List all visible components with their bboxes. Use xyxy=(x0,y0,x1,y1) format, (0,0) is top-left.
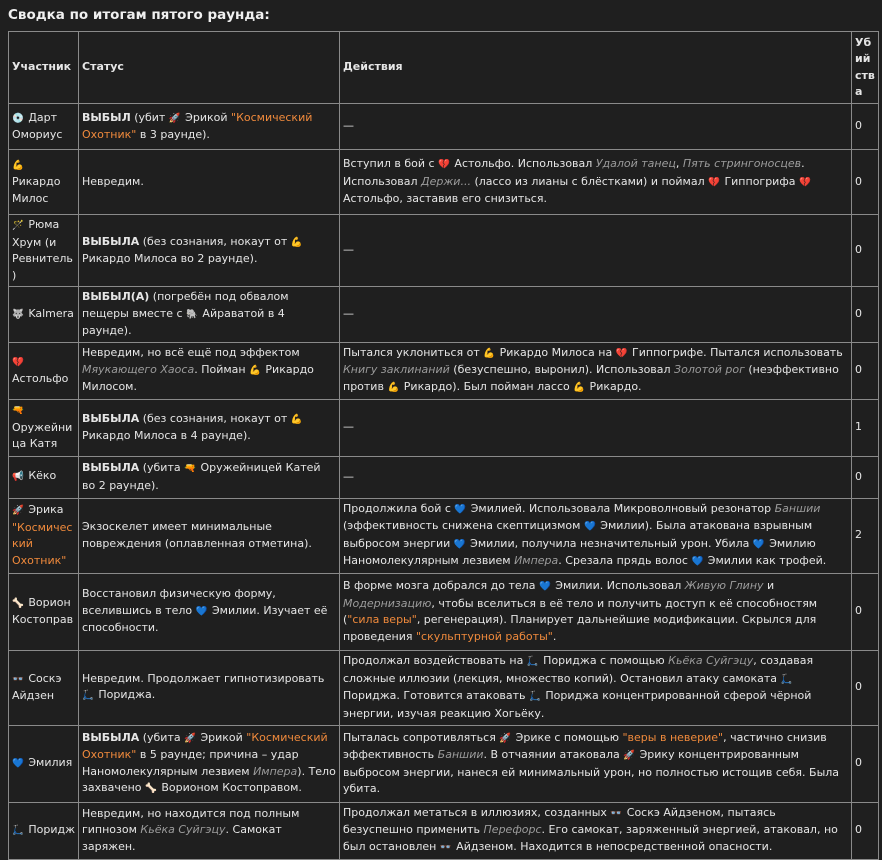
text-fragment: Рюма Хрум (и Ревнитель) xyxy=(12,218,73,282)
emoji-icon: 🛴 xyxy=(526,656,539,667)
emoji-icon: 💿 xyxy=(12,112,24,124)
text-fragment: (погребён под обвалом пещеры вместе с xyxy=(82,290,289,320)
status-cell xyxy=(79,399,340,456)
text-fragment: Рикардо Милосом. xyxy=(82,362,314,394)
italic-term: Мяукающего Хаоса xyxy=(82,362,195,376)
table-row xyxy=(9,342,879,399)
italic-term: Удалой танец xyxy=(595,157,676,171)
table-row xyxy=(9,287,879,343)
kills-cell: 2 xyxy=(852,498,879,573)
text-fragment: (без сознания, нокаут от xyxy=(139,411,291,425)
highlight-text: "веры в неверие" xyxy=(622,730,724,744)
table-row xyxy=(9,456,879,498)
text-fragment: Ворион Костоправ xyxy=(12,595,74,626)
emoji-icon: 👓 xyxy=(439,841,452,853)
text-fragment: Астольфо, заставив его снизиться. xyxy=(343,192,547,206)
kills-cell: 0 xyxy=(852,650,879,725)
participant-cell xyxy=(9,802,79,859)
status-cell xyxy=(79,456,340,498)
italic-term: Кьёка Суйгэцу xyxy=(140,823,226,837)
emoji-icon: 💙 xyxy=(752,538,765,550)
text-fragment: . Его самокат, заряженный энергией, атаковал, но был остановлен xyxy=(343,823,838,853)
emoji-icon: 🚀 xyxy=(168,112,181,124)
emoji-icon: 🚀 xyxy=(499,732,512,744)
status-label: ВЫБЫЛА xyxy=(82,234,140,248)
emoji-icon: 👓 xyxy=(610,807,623,819)
column-header-actions: Действия xyxy=(340,32,852,104)
kills-cell: 0 xyxy=(852,342,879,399)
text-fragment: Вступил в бой с xyxy=(343,157,439,171)
text-fragment: Пориджа. xyxy=(94,688,156,701)
text-fragment: Пытался уклониться от xyxy=(343,345,484,359)
highlight-text: "скульптурной работы" xyxy=(415,629,553,643)
kills-cell: 1 xyxy=(852,399,879,456)
participant-cell xyxy=(9,215,79,287)
highlight-text: "Космический Охотник" xyxy=(82,730,328,761)
text-fragment: Невредим. Продолжает гипнотизировать xyxy=(82,671,325,685)
text-fragment: Кёко xyxy=(24,469,57,483)
text-fragment: Оружейницей Катей во 2 раунде). xyxy=(82,461,321,492)
emoji-icon: 💪 xyxy=(387,381,400,393)
status-label: ВЫБЫЛ xyxy=(82,110,131,124)
participant-cell xyxy=(9,498,79,573)
actions-cell xyxy=(340,150,852,215)
emoji-icon: 🛴 xyxy=(12,824,24,836)
emoji-icon: 🪄 xyxy=(12,220,24,231)
table-row xyxy=(9,573,879,650)
text-fragment: Пыталась сопротивляться xyxy=(343,730,500,744)
emoji-icon: 🐺 xyxy=(12,308,24,320)
text-fragment: Гиппогрифа xyxy=(720,174,799,188)
status-cell xyxy=(79,498,340,573)
emoji-icon: 💙 xyxy=(453,538,466,550)
emoji-icon: 🚀 xyxy=(623,750,636,761)
column-header-status: Статус xyxy=(79,32,340,104)
text-fragment: (убит xyxy=(130,110,169,124)
text-fragment: Рикардо). Был пойман лассо xyxy=(400,379,574,393)
participant-cell xyxy=(9,150,79,215)
kills-cell: 0 xyxy=(852,287,879,343)
text-fragment: Эрикой xyxy=(181,110,232,124)
actions-cell xyxy=(340,573,852,650)
text-fragment: Эрика xyxy=(24,503,64,516)
status-cell xyxy=(79,650,340,725)
status-cell xyxy=(79,573,340,650)
text-fragment: Эмилии как трофей. xyxy=(704,554,827,567)
text-fragment: Соскэ Айдзеном, пытаясь безуспешно применить xyxy=(343,805,776,837)
text-fragment: Поридж xyxy=(24,822,75,836)
actions-cell xyxy=(340,456,852,498)
text-fragment: (безуспешно, выронил). Использовал xyxy=(449,363,675,377)
text-fragment: Эмилии, получила незначительный урон. Убила xyxy=(466,536,753,550)
text-fragment: ). Тело захвачено xyxy=(82,764,336,794)
text-fragment: Восстановил физическую форму, вселившись в тело xyxy=(82,587,276,617)
status-cell xyxy=(79,802,340,859)
kills-cell: 0 xyxy=(852,725,879,802)
italic-term: Живую Глину xyxy=(684,579,764,592)
participant-cell xyxy=(9,650,79,725)
participant-cell xyxy=(9,456,79,498)
table-row xyxy=(9,802,879,859)
text-fragment: Продолжила бой с xyxy=(343,501,455,515)
participant-cell xyxy=(9,573,79,650)
text-fragment: Рикардо Милоса во 2 раунде). xyxy=(82,252,258,265)
emoji-icon: 🛴 xyxy=(780,673,793,685)
status-label: ВЫБЫЛА xyxy=(82,730,140,744)
emoji-icon: 🚀 xyxy=(184,732,196,744)
text-fragment: Эмилией. Использовала Микроволновый резонатор xyxy=(467,501,775,515)
round-summary-table xyxy=(8,31,879,860)
actions-cell xyxy=(340,650,852,725)
text-fragment: Невредим, но всё ещё под эффектом xyxy=(82,346,300,360)
text-fragment: Эмилия xyxy=(24,755,73,769)
page-title: Сводка по итогам пятого раунда: xyxy=(8,7,270,23)
kills-cell: 0 xyxy=(852,215,879,287)
actions-cell xyxy=(340,215,852,287)
italic-term: Кьёка Суйгэцу xyxy=(668,654,754,667)
text-fragment: Рикардо Милоса в 4 раунде). xyxy=(82,429,251,442)
emoji-icon: 💙 xyxy=(583,521,596,532)
text-fragment: , регенерация). Планирует дальнейшие модификации. Скрылся для проведения xyxy=(343,613,817,643)
italic-term: Держи... xyxy=(421,174,471,188)
emoji-icon: 💔 xyxy=(438,159,450,171)
status-cell xyxy=(79,725,340,802)
table-row xyxy=(9,650,879,725)
text-fragment: Невредим, но находится под полным гипнозом xyxy=(82,806,300,837)
italic-term: Импера xyxy=(253,764,298,778)
actions-cell xyxy=(340,399,852,456)
text-fragment: и xyxy=(763,579,775,592)
italic-term: Золотой рог xyxy=(674,363,745,377)
emoji-icon: 📢 xyxy=(12,471,24,483)
italic-term: Модернизацию xyxy=(343,596,432,610)
text-fragment: Ворионом Костоправом. xyxy=(157,781,302,794)
status-label: ВЫБЫЛА xyxy=(82,461,140,474)
text-fragment: Айраватой в 4 раунде). xyxy=(82,306,285,337)
text-fragment: Соскэ Айдзен xyxy=(12,671,62,702)
column-header-participant: Участник xyxy=(9,32,79,104)
highlight-text: "Космический Охотник" xyxy=(12,520,73,567)
emoji-icon: 🛴 xyxy=(82,690,94,701)
table-row xyxy=(9,104,879,150)
emoji-icon: 🦴 xyxy=(12,597,24,609)
text-fragment: Эрику концентрированным выбросом энергии, нанеся ей минимальный урон, но полностью истощив себя. Была убита. xyxy=(343,748,840,795)
italic-term: Книгу заклинаний xyxy=(343,363,450,377)
text-fragment: , частично снизив эффективность xyxy=(343,730,827,761)
emoji-icon: 💔 xyxy=(708,176,720,188)
table-row xyxy=(9,399,879,456)
kills-cell: 0 xyxy=(852,104,879,150)
text-fragment: (убита xyxy=(139,730,185,744)
status-cell xyxy=(79,342,340,399)
text-fragment: Оружейница Катя xyxy=(12,420,73,451)
text-fragment: (лассо из лианы с блёстками) и поймал xyxy=(470,174,709,188)
kills-cell: 0 xyxy=(852,456,879,498)
text-fragment: (неэффективно против xyxy=(343,363,839,393)
highlight-text: "сила веры" xyxy=(347,613,417,626)
emoji-icon: 💙 xyxy=(12,757,24,769)
actions-cell xyxy=(340,498,852,573)
text-fragment: в 3 раунде). xyxy=(136,128,210,141)
text-fragment: Астольфо. Использовал xyxy=(450,157,596,171)
table-row xyxy=(9,150,879,215)
text-fragment: Kalmera xyxy=(24,306,74,320)
status-cell xyxy=(79,287,340,343)
text-fragment: . В отчаянии атаковала xyxy=(483,748,624,761)
text-fragment: , создавая сложные иллюзии (лекция, множество копий). Остановил атаку самоката xyxy=(343,654,814,685)
table-row xyxy=(9,498,879,573)
text-fragment: Пориджа. Готовится атаковать xyxy=(343,689,530,702)
text-fragment: , xyxy=(675,157,683,171)
text-fragment: . Использовал xyxy=(343,157,805,188)
participant-cell xyxy=(9,342,79,399)
emoji-icon: 💪 xyxy=(12,159,24,171)
emoji-icon: 💔 xyxy=(798,176,811,188)
text-fragment: — xyxy=(343,469,354,483)
emoji-icon: 💙 xyxy=(538,581,551,592)
italic-term: Перефорс xyxy=(483,823,542,837)
table-header-row xyxy=(9,32,879,104)
text-fragment: — xyxy=(343,307,354,320)
text-fragment: (эффективность снижена скептицизмом xyxy=(343,519,584,532)
emoji-icon: 👓 xyxy=(12,673,24,685)
text-fragment: Эмилию Наномолекулярным лезвием xyxy=(343,536,816,567)
participant-cell xyxy=(9,725,79,802)
text-fragment: Астольфо xyxy=(12,372,69,385)
text-fragment: Экзоскелет имеет минимальные повреждения (оплавленная отметина). xyxy=(82,520,312,550)
text-fragment: Рикардо Милоса на xyxy=(496,345,616,359)
text-fragment: — xyxy=(343,243,354,257)
emoji-icon: 🔫 xyxy=(12,405,24,417)
text-fragment: Гиппогрифе. Пытался использовать xyxy=(628,345,843,359)
participant-cell xyxy=(9,104,79,150)
text-fragment: Дарт Омориус xyxy=(12,110,63,141)
text-fragment: Пориджа концентрированной сферой чёрной энергии, изучая реакцию Хогьёку. xyxy=(343,689,812,720)
text-fragment: Продолжал метаться в иллюзиях, созданных xyxy=(343,805,611,819)
text-fragment: Рикардо Милос xyxy=(12,175,61,205)
emoji-icon: 💪 xyxy=(483,347,496,359)
status-label: ВЫБЫЛА xyxy=(82,411,140,425)
status-cell xyxy=(79,215,340,287)
emoji-icon: 💪 xyxy=(249,364,261,376)
text-fragment: . xyxy=(552,629,557,643)
italic-term: Баншии xyxy=(774,501,821,515)
text-fragment: Пориджа с помощью xyxy=(539,654,669,667)
text-fragment: . Срезала прядь волос xyxy=(558,554,692,567)
text-fragment: Эрикой xyxy=(196,730,247,744)
table-row xyxy=(9,215,879,287)
text-fragment: Рикардо. xyxy=(586,379,642,393)
emoji-icon: 💙 xyxy=(691,556,704,567)
status-cell xyxy=(79,104,340,150)
emoji-icon: 🛴 xyxy=(529,691,541,702)
emoji-icon: 🦴 xyxy=(145,783,157,794)
emoji-icon: 🐘 xyxy=(186,308,198,320)
text-fragment: — xyxy=(343,420,354,434)
emoji-icon: 💪 xyxy=(290,236,303,248)
text-fragment: , чтобы вселиться в её тело и получить доступ к её способностям ( xyxy=(343,596,818,626)
status-cell xyxy=(79,150,340,215)
participant-cell xyxy=(9,287,79,343)
kills-cell: 0 xyxy=(852,150,879,215)
emoji-icon: 💔 xyxy=(12,356,24,368)
actions-cell xyxy=(340,287,852,343)
text-fragment: (без сознания, нокаут от xyxy=(139,234,291,248)
text-fragment: Эрике с помощью xyxy=(512,730,623,744)
italic-term: Баншии xyxy=(437,748,484,761)
italic-term: Пять стрингоносцев xyxy=(682,157,802,171)
text-fragment: Невредим. xyxy=(82,174,144,188)
highlight-text: "Космический Охотник" xyxy=(82,110,313,141)
emoji-icon: 💪 xyxy=(573,381,586,393)
status-label: ВЫБЫЛ(А) xyxy=(82,290,150,303)
text-fragment: Эмилии. Использовал xyxy=(551,579,685,592)
actions-cell xyxy=(340,802,852,859)
emoji-icon: 💪 xyxy=(290,413,303,425)
table-row xyxy=(9,725,879,802)
kills-cell: 0 xyxy=(852,573,879,650)
column-header-kills: Убийства xyxy=(852,32,879,104)
actions-cell xyxy=(340,725,852,802)
emoji-icon: 💔 xyxy=(615,347,628,359)
participant-cell xyxy=(9,399,79,456)
text-fragment: (убита xyxy=(139,461,185,474)
emoji-icon: 💙 xyxy=(195,605,208,617)
actions-cell xyxy=(340,104,852,150)
text-fragment: в 5 раунде; причина – удар Наномолекулярным лезвием xyxy=(82,748,299,778)
text-fragment: . Самокат заряжен. xyxy=(82,823,282,853)
kills-cell: 0 xyxy=(852,802,879,859)
text-fragment: Эмилии. Изучает её способности. xyxy=(82,603,328,635)
actions-cell xyxy=(340,342,852,399)
emoji-icon: 🚀 xyxy=(12,505,24,516)
text-fragment: Эмилии). Была атакована взрывным выбросом энергии xyxy=(343,519,813,550)
text-fragment: Продолжал воздействовать на xyxy=(343,654,527,667)
italic-term: Импера xyxy=(514,554,559,567)
emoji-icon: 💙 xyxy=(454,503,467,515)
emoji-icon: 🔫 xyxy=(184,463,196,474)
text-fragment: — xyxy=(343,119,354,133)
text-fragment: В форме мозга добрался до тела xyxy=(343,579,539,592)
text-fragment: Айдзеном. Находится в непосредственной опасности. xyxy=(452,839,773,853)
text-fragment: . Пойман xyxy=(194,362,250,376)
